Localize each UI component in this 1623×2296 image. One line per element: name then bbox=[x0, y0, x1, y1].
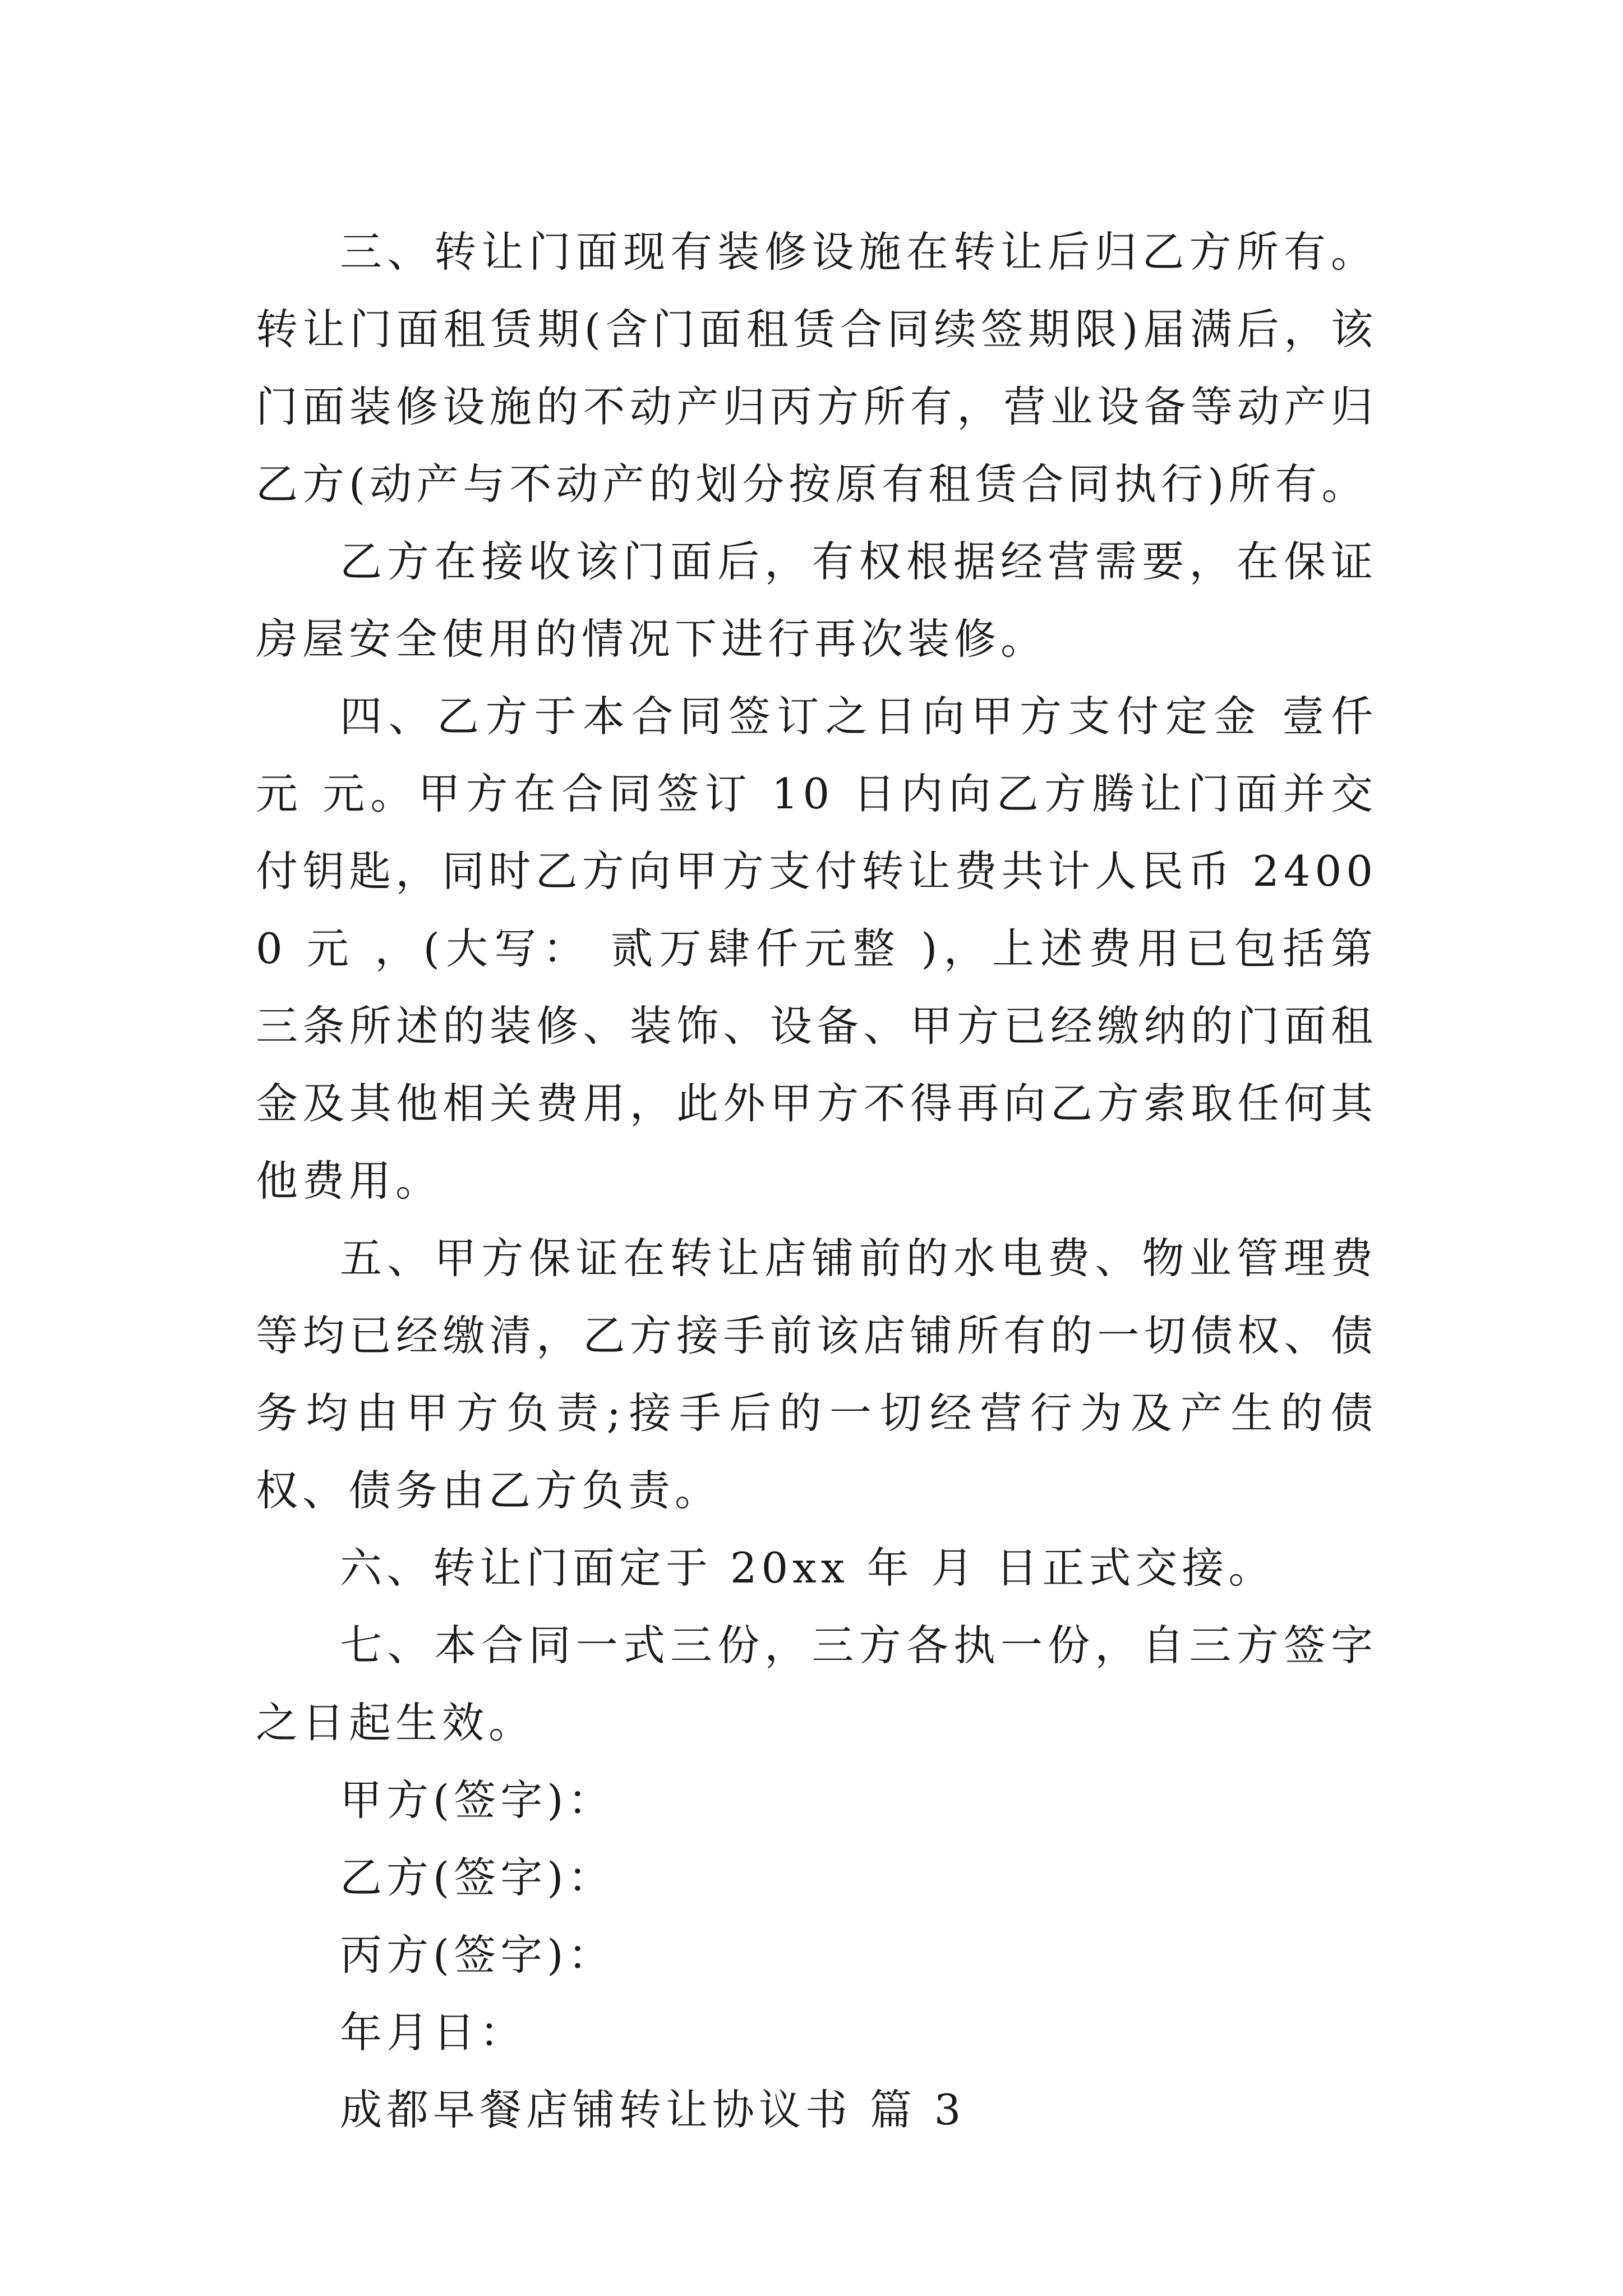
clause-3-renovation-paragraph: 乙方在接收该门面后，有权根据经营需要，在保证房屋安全使用的情况下进行再次装修。 bbox=[256, 537, 1377, 664]
clause-5-paragraph: 五、甲方保证在转让店铺前的水电费、物业管理费等均已经缴清，乙方接手前该店铺所有的一切债权、债务均由甲方负责;接手后的一切经营行为及产生的债权、债务由乙方负责。 bbox=[256, 1234, 1377, 1515]
party-b-signature-line: 乙方(签字)： bbox=[340, 1853, 615, 1902]
document-page bbox=[256, 213, 1395, 2148]
next-section-title: 成都早餐店铺转让协议书 篇 3 bbox=[340, 2085, 966, 2134]
clause-4-paragraph: 四、乙方于本合同签订之日向甲方支付定金 壹仟元 元。甲方在合同签订 10 日内向乙方腾让门面并交付钥匙，同时乙方向甲方支付转让费共计人民币 24000 元 ，(大写： 贰万肆仟元整 )，上述费用已包括第三条所述的装修、装饰、设备、甲方已经缴纳的门面租金及其他相关费用，此外甲方不得再向乙方索取任何其他费用。 bbox=[256, 692, 1377, 1205]
clause-6-paragraph: 六、转让门面定于 20xx 年 月 日正式交接。 bbox=[340, 1543, 1275, 1593]
clause-3-paragraph: 三、转让门面现有装修设施在转让后归乙方所有。 转让门面租赁期(含门面租赁合同续签期限)届满后，该门面装修设施的不动产归丙方所有，营业设备等动产归乙方(动产与不动产的划分按原有租赁合同执行)所有。 bbox=[256, 227, 1395, 509]
clause-7-paragraph: 七、本合同一式三份，三方各执一份，自三方签字之日起生效。 bbox=[256, 1621, 1377, 1747]
party-c-signature-line: 丙方(签字)： bbox=[340, 1930, 615, 1980]
party-a-signature-line: 甲方(签字)： bbox=[340, 1775, 615, 1825]
date-line: 年月日： bbox=[340, 2008, 527, 2057]
